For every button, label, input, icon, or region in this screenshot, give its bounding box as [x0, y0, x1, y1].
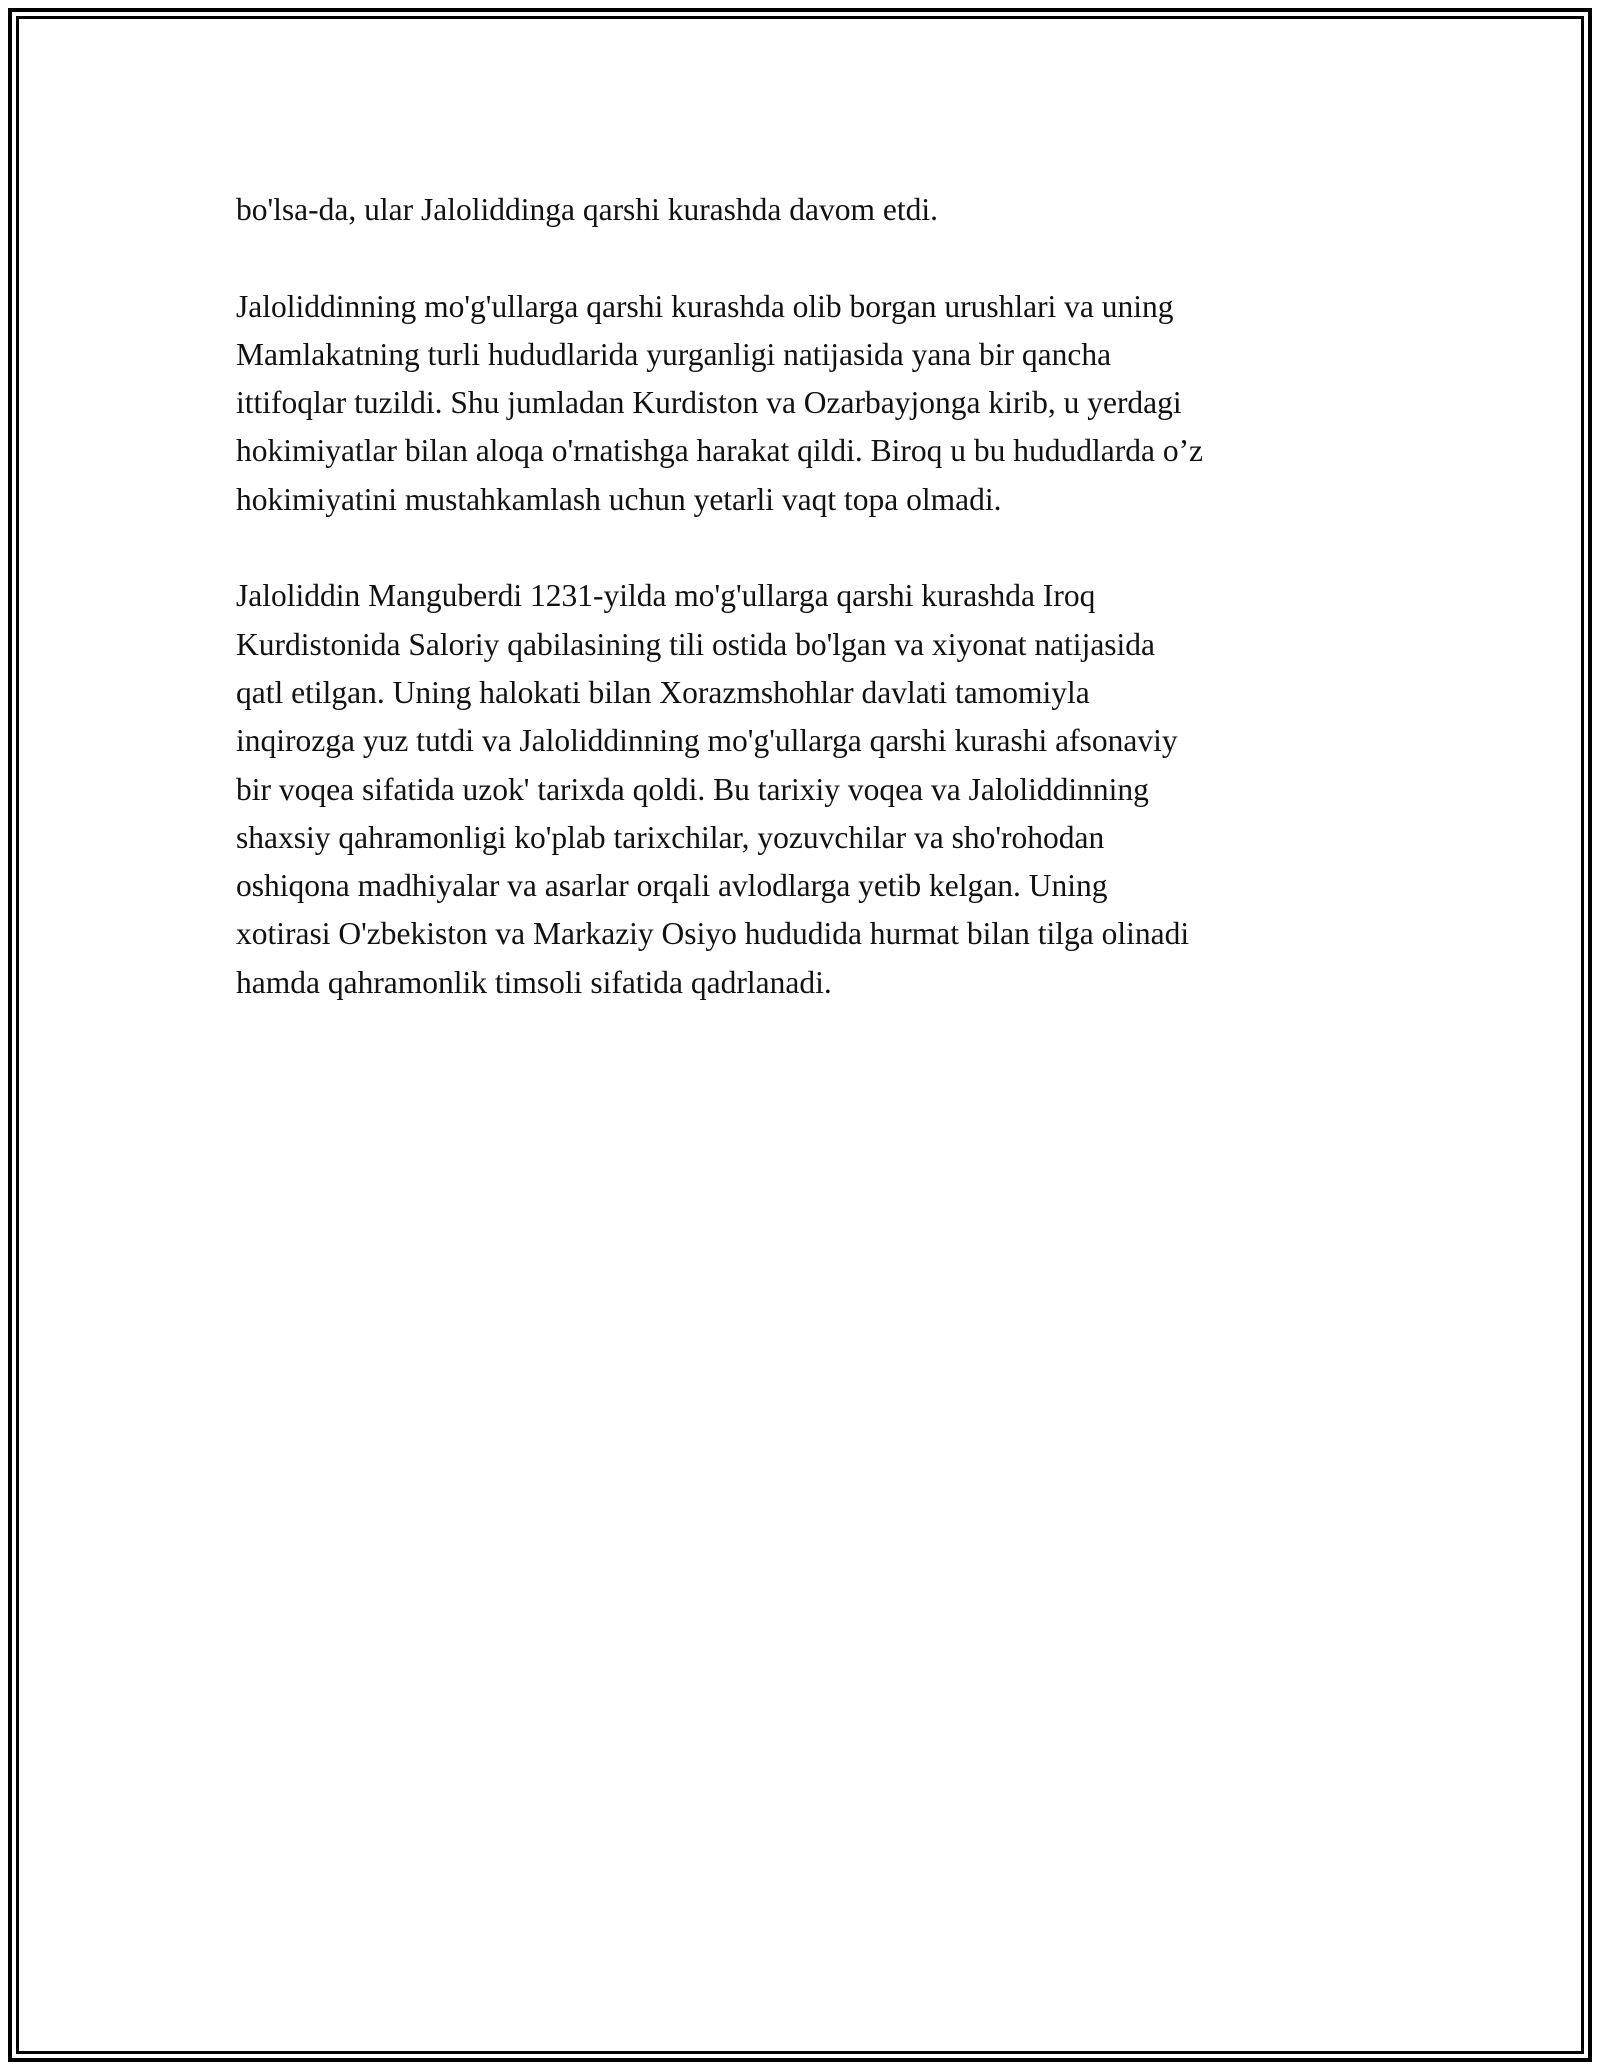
- text-line: bir voqea sifatida uzok' tarixda qoldi. Bu tarixiy voqea va Jaloliddinning: [236, 771, 1149, 807]
- text-line: hokimiyatini mustahkamlash uchun yetarli vaqt topa olmadi.: [236, 481, 1002, 517]
- text-line: Kurdistonida Saloriy qabilasining tili ostida bo'lgan va xiyonat natijasida: [236, 626, 1156, 662]
- text-line: hokimiyatlar bilan aloqa o'rnatishga harakat qildi. Biroq u bu hududlarda o’z: [236, 433, 1204, 469]
- text-line: ittifoqlar tuzildi. Shu jumladan Kurdiston va Ozarbayjonga kirib, u yerdagi: [236, 385, 1182, 421]
- text-line: bo'lsa-da, ular Jaloliddinga qarshi kurashda davom etdi.: [236, 192, 938, 227]
- text-line: Mamlakatning turli hududlarida yurganligi natijasida yana bir qancha: [236, 336, 1112, 372]
- text-line: Jaloliddin Manguberdi 1231-yilda mo'g'ullarga qarshi kurashda Iroq: [236, 578, 1096, 614]
- text-line: xotirasi O'zbekiston va Markaziy Osiyo hududida hurmat bilan tilga olinadi: [236, 916, 1190, 952]
- paragraph-3: [236, 572, 1366, 1007]
- text-line: qatl etilgan. Uning halokati bilan Xorazmshohlar davlati tamomiyla: [236, 674, 1090, 710]
- text-line: shaxsiy qahramonligi ko'plab tarixchilar, yozuvchilar va sho'rohodan: [236, 819, 1105, 855]
- paragraph-2: [236, 283, 1366, 524]
- text-line: inqirozga yuz tutdi va Jaloliddinning mo'g'ullarga qarshi kurashi afsonaviy: [236, 723, 1178, 759]
- text-line: hamda qahramonlik timsoli sifatida qadrlanadi.: [236, 964, 832, 1000]
- text-line: Jaloliddinning mo'g'ullarga qarshi kurashda olib borgan urushlari va uning: [236, 288, 1174, 324]
- paragraph-1: [236, 186, 1366, 234]
- document-body: [236, 186, 1366, 1055]
- text-line: oshiqona madhiyalar va asarlar orqali avlodlarga yetib kelgan. Uning: [236, 868, 1108, 904]
